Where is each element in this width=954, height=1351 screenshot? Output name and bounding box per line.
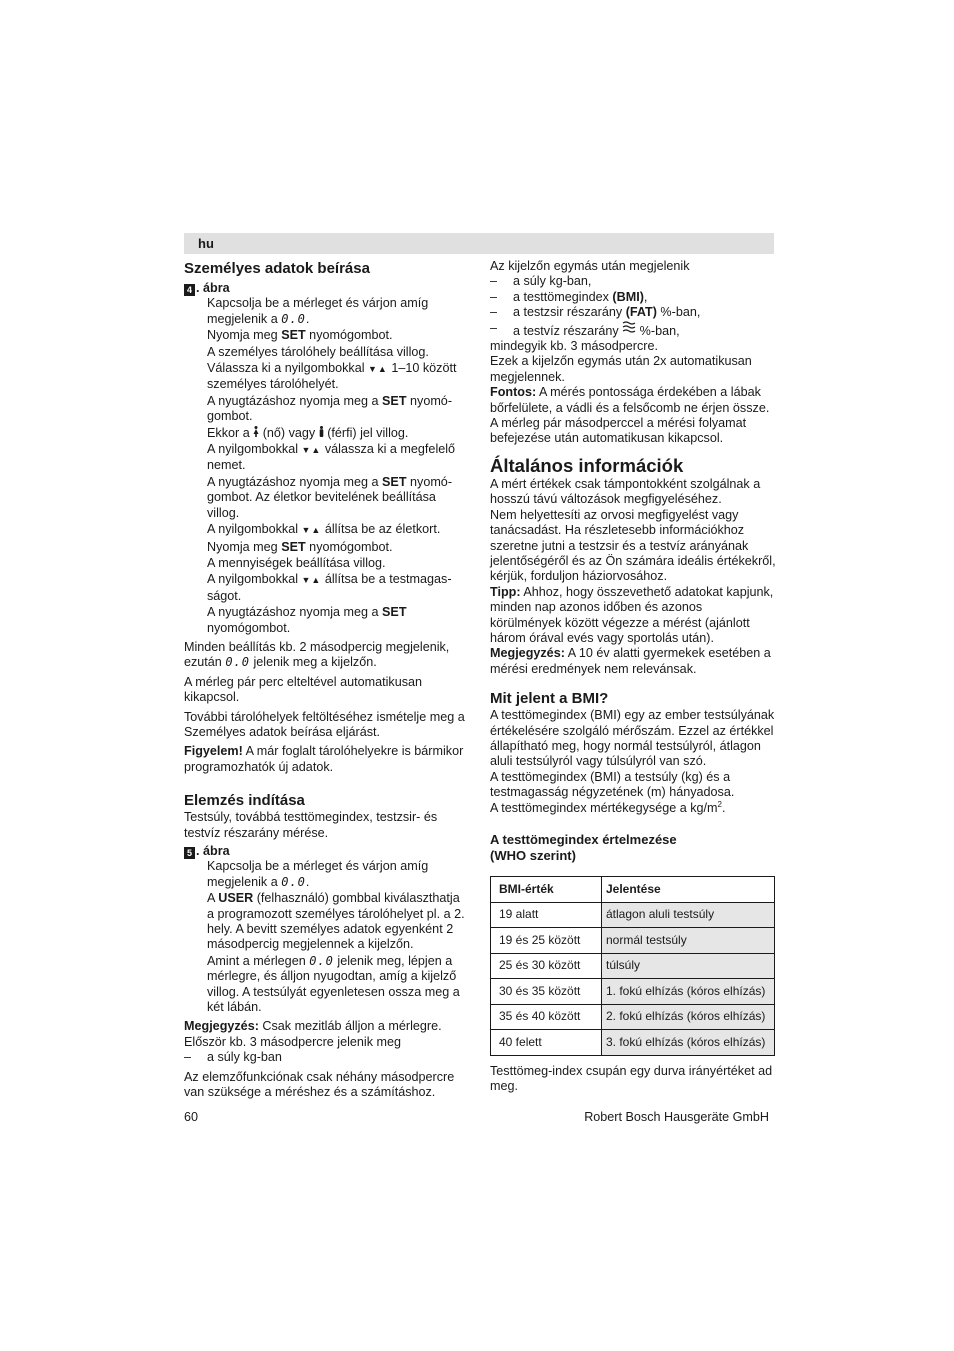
bmi-value-cell: 19 és 25 között <box>491 928 602 954</box>
bmi-meaning-cell: 1. fokú elhízás (kóros elhízás) <box>602 979 775 1005</box>
bmi-meaning-cell: 3. fokú elhízás (kóros elhízás) <box>602 1030 775 1056</box>
list-item-water: – a testvíz részarány %-ban, <box>490 321 776 339</box>
paragraph-note-barefoot: Megjegyzés: Csak mezitláb álljon a mérlegre. <box>184 1019 442 1034</box>
display-zero-icon: 0.0 <box>281 874 306 889</box>
language-bar <box>184 233 774 254</box>
heading-start-analysis: Elemzés indítása <box>184 792 305 810</box>
figure-number-badge: 5 <box>184 847 195 859</box>
paragraph-rough-guide: Testtömeg-index csupán egy durva irányértéket ad meg. <box>490 1063 773 1093</box>
paragraph-more-slots: További tárolóhelyek feltöltéséhez ismételje meg a Személyes adatok beírása eljárást. <box>184 709 465 739</box>
paragraph-analysis-time: Az elemzőfunkciónak csak néhány másodpercre van szüksége a méréshez és a számításhoz. <box>184 1069 455 1100</box>
column-header-meaning: Jelentése <box>602 877 775 903</box>
heading-general-info: Általános információk <box>490 454 684 476</box>
paragraph-values-guide: A mért értékek csak támpontokként szolgálnak a hosszú távú változások megfigyeléséhez. <box>490 476 761 507</box>
arrow-keys-icon: ▼▲ <box>301 575 322 586</box>
bmi-meaning-cell: átlagon aluli testsúly <box>602 902 775 928</box>
display-zero-icon: 0.0 <box>309 953 334 968</box>
list-item-weight: – a súly kg-ban <box>184 1050 470 1065</box>
paragraph-bmi-definition: A testtömegindex (BMI) egy az ember testsúlyának értékelésére szolgáló mérőszám. Ezzel az értékkel állapítható meg, hogy normál testsúlyról, átlagon aluli testsúlyról vagy túlsúlyról van szó. <box>490 708 775 769</box>
step-4: Válassza ki a nyilgombokkal ▼▲ 1–10 között személyes tárolóhelyét. <box>207 361 457 392</box>
page-number: 60 <box>184 1110 199 1124</box>
bmi-table <box>490 876 775 1056</box>
paragraph-not-medical: Nem helyettesíti az orvosi megfigyelést vagy tanácsadást. Ha részletesebb információkhoz szeretne jutni a testzsir és a testvíz arányának jelentőségéről és az Ön számára ideális értékekről, kérjük, forduljon háziorvosához. <box>490 507 776 584</box>
bmi-meaning-cell: normál testsúly <box>602 928 775 954</box>
paragraph-first-shown: Először kb. 3 másodpercre jelenik meg <box>184 1034 401 1049</box>
step-1: Kapcsolja be a mérleget és várjon amíg megjelenik a 0.0. <box>207 296 429 326</box>
analysis-step-3: Amint a mérlegen 0.0 jelenik meg, lépjen a mérlegre, és álljon nyugodtan, amíg a kijelző villog. A testsúlyát egyenletesen ossza meg a két lábán. <box>207 953 460 1015</box>
list-item-weight: – a súly kg-ban, <box>490 274 776 289</box>
analysis-step-1: Kapcsolja be a mérleget és várjon amíg megjelenik a 0.0. <box>207 859 429 889</box>
figure-number-badge: 4 <box>184 284 195 296</box>
list-item-fat: – a testzsir részarány (FAT) %-ban, <box>490 305 776 320</box>
step-11: A mennyiségek beállítása villog. <box>207 555 386 570</box>
paragraph-tip: Tipp: Ahhoz, hogy összevethető adatokat kapjunk, minden nap azonos időben és azonos körülmények között végezze a mérést (ajánlott három órával evés vagy sportolás után). <box>490 584 774 645</box>
step-10: Nyomja meg SET nyomógombot. <box>207 539 393 554</box>
right-column <box>490 259 776 1094</box>
paragraph-repeat-twice: Ezek a kijelzőn egymás után 2x automatikusan megjelennek. <box>490 354 752 384</box>
heading-personal-data: Személyes adatok beírása <box>184 260 370 277</box>
paragraph-bmi-formula: A testtömegindex (BMI) a testsúly (kg) és a testmagasság négyzetének (m) hányadosa. <box>490 769 735 800</box>
bmi-value-cell: 30 és 35 között <box>491 979 602 1005</box>
table-row <box>491 1004 775 1030</box>
bmi-value-cell: 40 felett <box>491 1030 602 1056</box>
list-item-bmi: – a testtömegindex (BMI), <box>490 290 776 305</box>
step-2: Nyomja meg SET nyomógombot. <box>207 328 393 343</box>
paragraph-auto-off-after: A mérleg pár másodperccel a mérési folyamat befejezése után automatikusan kikapcsol. <box>490 416 747 446</box>
paragraph-each-3s: mindegyik kb. 3 másodpercre. <box>490 339 658 354</box>
bmi-table-header <box>491 877 775 903</box>
paragraph-display-sequence: Az kijelzőn egymás után megjelenik <box>490 259 690 273</box>
arrow-keys-icon: ▼▲ <box>301 525 322 536</box>
table-row <box>491 902 775 928</box>
paragraph-settings-shown: Minden beállítás kb. 2 másodpercig megjelenik, ezután 0.0 jelenik meg a kijelzőn. <box>184 639 450 670</box>
step-13: A nyugtázáshoz nyomja meg a SET nyomógombot. <box>207 605 407 635</box>
table-row <box>491 953 775 979</box>
company-name: Robert Bosch Hausgeräte GmbH <box>584 1110 769 1124</box>
paragraph-important: Fontos: A mérés pontossága érdekében a lábak bőrfelülete, a vádli és a felsőcomb ne érjen össze. <box>490 385 770 415</box>
figure-5-label: 5 . ábra <box>184 844 470 859</box>
bmi-value-cell: 19 alatt <box>491 902 602 928</box>
step-5: A nyugtázáshoz nyomja meg a SET nyomógombot. <box>207 393 453 424</box>
step-3: A személyes tárolóhely beállítása villog. <box>207 344 429 359</box>
step-9: A nyilgombokkal ▼▲ állítsa be az életkort. <box>207 522 441 537</box>
left-column <box>184 259 470 1101</box>
heading-who-interpretation: A testtömegindex értelmezése (WHO szerint) <box>490 832 677 863</box>
water-waves-icon <box>622 324 636 338</box>
paragraph-children-note: Megjegyzés: A 10 év alatti gyermekek esetében a mérési eredmények nem relevánsak. <box>490 646 771 676</box>
bmi-meaning-cell: túlsúly <box>602 953 775 979</box>
paragraph-analysis-intro: Testsúly, továbbá testtömegindex, testzsir- és testvíz részarány mérése. <box>184 810 438 840</box>
arrow-keys-icon: ▼▲ <box>301 445 322 456</box>
table-row <box>491 979 775 1005</box>
step-12: A nyilgombokkal ▼▲ állítsa be a testmagasságot. <box>207 572 452 603</box>
display-zero-icon: 0.0 <box>225 655 250 670</box>
table-row <box>491 1030 775 1056</box>
heading-what-is-bmi: Mit jelent a BMI? <box>490 690 609 708</box>
bmi-value-cell: 35 és 40 között <box>491 1004 602 1030</box>
paragraph-bmi-unit: A testtömegindex mértékegysége a $kg/m^2$. <box>490 799 726 815</box>
step-6: Ekkor a (nő) vagy (férfi) jel villog. <box>207 425 409 440</box>
column-header-bmi-value: BMI-érték <box>491 877 602 903</box>
step-8: A nyugtázáshoz nyomja meg a SET nyomógombot. Az életkor bevitelének beállítása villog. <box>207 474 453 520</box>
display-zero-icon: 0.0 <box>281 311 306 326</box>
paragraph-auto-off: A mérleg pár perc elteltével automatikusan kikapcsol. <box>184 674 423 705</box>
analysis-step-2: A USER (felhasználó) gombbal kiválaszthatja a programozott személyes tárolóhelyet pl. a 2. hely. A bevitt személyes adatok egyenként 2 másodpercig megjelennek a kijelzőn. <box>207 891 465 952</box>
table-row <box>491 928 775 954</box>
bmi-value-cell: 25 és 30 között <box>491 953 602 979</box>
step-7: A nyilgombokkal ▼▲ válassza ki a megfelelő nemet. <box>207 442 456 473</box>
paragraph-attention: Figyelem! A már foglalt tárolóhelyekre is bármikor programozhatók új adatok. <box>184 744 464 774</box>
language-code: hu <box>198 236 214 251</box>
arrow-keys-icon: ▼▲ <box>368 364 388 375</box>
figure-4-label: 4 . ábra <box>184 281 470 296</box>
bmi-meaning-cell: 2. fokú elhízás (kóros elhízás) <box>602 1004 775 1030</box>
